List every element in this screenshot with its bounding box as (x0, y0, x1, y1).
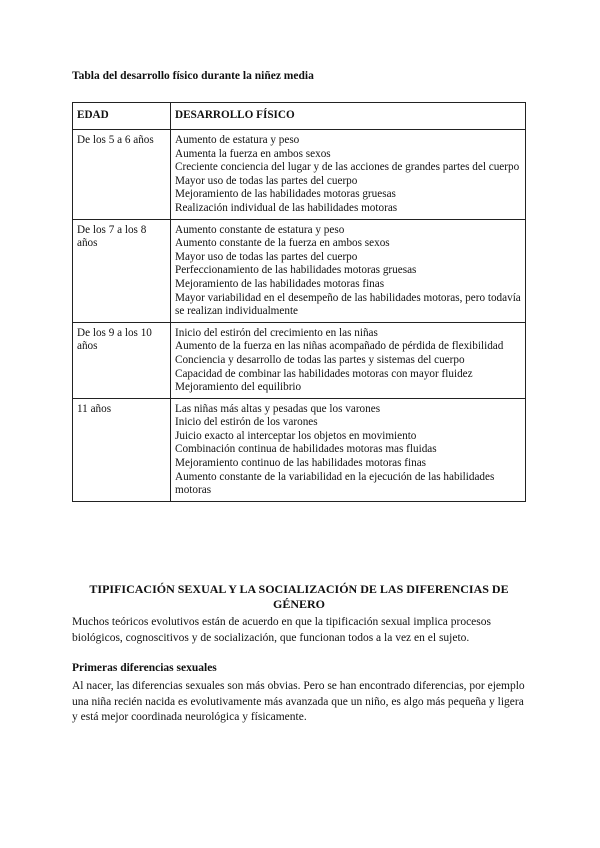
development-item: Mejoramiento de las habilidades motoras gruesas (175, 188, 396, 201)
table-row (73, 219, 526, 322)
development-item: Inicio del estirón del crecimiento en las niñas (175, 326, 378, 339)
development-item: Aumento constante de estatura y peso (175, 223, 345, 236)
development-item: Aumento de la fuerza en las niñas acompañado de pérdida de flexibilidad (175, 340, 504, 353)
body-paragraph: Al nacer, las diferencias sexuales son más obvias. Pero se han encontrado diferencias, por ejemplo una niña recién nacida es evolutivamente más avanzada que un niño, es algo más pequeña y ligera y está mejor coordinada neurológica y físicamente. (72, 680, 525, 723)
development-item: Aumento constante de la variabilidad en la ejecución de las habilidades motoras (175, 470, 495, 497)
development-item: Aumenta la fuerza en ambos sexos (175, 147, 331, 160)
subheading: Primeras diferencias sexuales (72, 662, 217, 674)
table-row (73, 398, 526, 501)
intro-paragraph: Muchos teóricos evolutivos están de acuerdo en que la tipificación sexual implica procesos biológicos, cognoscitivos y de socialización, que funcionan todos a la vez en el sujeto. (72, 616, 491, 644)
development-item: Aumento de estatura y peso (175, 134, 300, 146)
development-item: Perfeccionamiento de las habilidades motoras gruesas (175, 264, 417, 277)
header-age: EDAD (73, 103, 171, 130)
age-cell: De los 9 a los 10 años (73, 322, 171, 398)
development-item: Mejoramiento continuo de las habilidades motoras finas (175, 457, 427, 470)
section-title: TIPIFICACIÓN SEXUAL Y LA SOCIALIZACIÓN DE LAS DIFERENCIAS DE GÉNERO (89, 582, 509, 611)
table-row (73, 130, 526, 220)
age-cell: 11 años (73, 398, 171, 501)
table-caption: Tabla del desarrollo físico durante la niñez media (72, 70, 314, 82)
table-header-row (73, 103, 526, 130)
development-item: Mejoramiento del equilibrio (175, 381, 302, 394)
development-cell (171, 130, 526, 220)
table-row (73, 322, 526, 398)
development-item: Inicio del estirón de los varones (175, 416, 318, 429)
age-cell: De los 5 a 6 años (73, 130, 171, 220)
physical-development-table (72, 102, 526, 502)
development-cell (171, 322, 526, 398)
development-item: Conciencia y desarrollo de todas las partes y sistemas del cuerpo (175, 353, 465, 366)
age-cell: De los 7 a los 8 años (73, 219, 171, 322)
development-item: Las niñas más altas y pesadas que los varones (175, 402, 381, 415)
development-item: Aumento constante de la fuerza en ambos sexos (175, 237, 390, 250)
development-item: Realización individual de las habilidades motoras (175, 201, 398, 214)
development-cell (171, 398, 526, 501)
development-item: Mejoramiento de las habilidades motoras finas (175, 277, 385, 290)
development-item: Creciente conciencia del lugar y de las acciones de grandes partes del cuerpo (175, 161, 520, 174)
development-cell (171, 219, 526, 322)
header-development: DESARROLLO FÍSICO (171, 103, 526, 130)
development-item: Capacidad de combinar las habilidades motoras con mayor fluidez (175, 367, 473, 380)
development-item: Combinación continua de habilidades motoras mas fluidas (175, 443, 437, 456)
development-item: Juicio exacto al interceptar los objetos en movimiento (175, 429, 417, 442)
development-item: Mayor uso de todas las partes del cuerpo (175, 174, 358, 187)
development-item: Mayor variabilidad en el desempeño de las habilidades motoras, pero todavía se realizan individualmente (175, 291, 521, 318)
development-item: Mayor uso de todas las partes del cuerpo (175, 250, 358, 263)
